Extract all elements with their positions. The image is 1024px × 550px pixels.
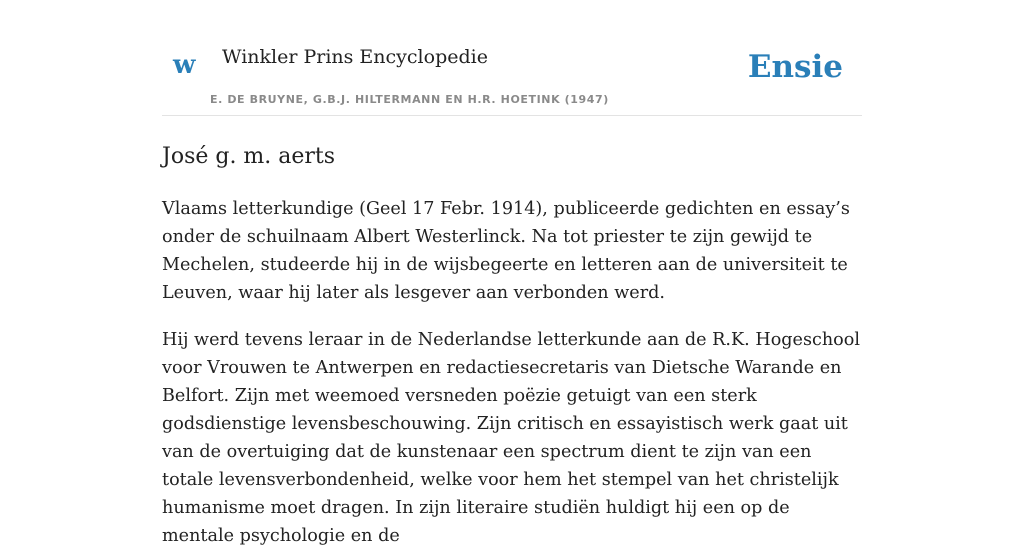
source-title-link[interactable]: Winkler Prins Encyclopedie (222, 46, 488, 68)
source-authors: E. DE BRUYNE, G.B.J. HILTERMANN EN H.R. HOETINK (1947) (210, 93, 609, 106)
entry-title: José g. m. aerts (162, 144, 336, 169)
entry-paragraph: Vlaams letterkundige (Geel 17 Febr. 1914), publiceerde gedichten en essay’s onder de schuilnaam Albert Westerlinck. Na tot priester te zijn gewijd te Mechelen, studeerde hij in de wijsbegeerte en letteren aan de universiteit te Leuven, waar hij later als lesgever aan verbonden werd. (162, 199, 850, 304)
winkler-prins-logo-icon[interactable]: w (173, 50, 196, 80)
ensie-brand-logo[interactable]: Ensie (747, 49, 843, 85)
entry-paragraph: Hij werd tevens leraar in de Nederlandse letterkunde aan de R.K. Hogeschool voor Vrouwen te Antwerpen en redactiesecretaris van Dietsche Warande en Belfort. Zijn met weemoed versneden poëzie getuigt van een sterk godsdienstige levensbeschouwing. Zijn critisch en essayistisch werk gaat uit van de overtuiging dat de kunstenaar een spectrum dient te zijn van een totale levensverbondenheid, welke voor hem het stempel van het christelijk humanisme moet dragen. In zijn literaire studiën huldigt hij een op de mentale psychologie en de (162, 330, 860, 547)
site-header (162, 0, 862, 116)
content-container (162, 0, 862, 550)
